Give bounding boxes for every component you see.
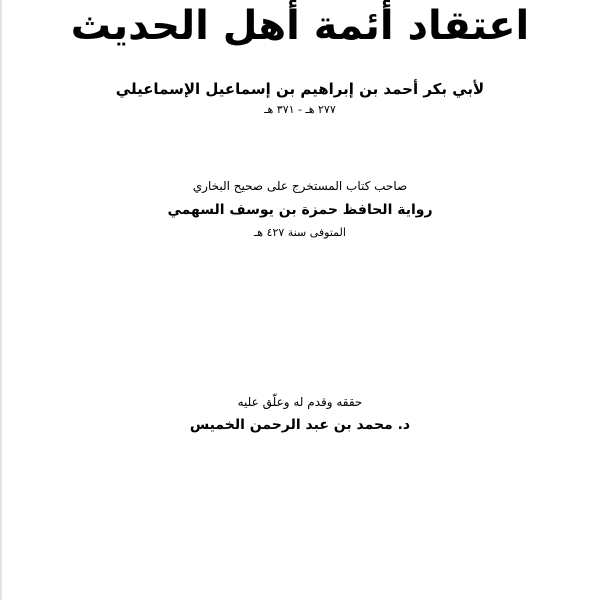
editor-name: د. محمد بن عبد الرحمن الخميس (189, 417, 411, 433)
narrator-death-date: المتوفى سنة ٤٢٧ هـ (254, 226, 346, 239)
book-title: اعتقاد أئمة أهل الحديث (70, 3, 530, 49)
narrator-line: رواية الحافظ حمزة بن يوسف السهمي (167, 202, 433, 218)
author-name: لأبي بكر أحمد بن إبراهيم بن إسماعيل الإسماعيلي (115, 80, 485, 98)
author-dates: ٢٧٧ هـ - ٣٧١ هـ (264, 103, 336, 116)
editor-credit-line: حققه وقدم له وعلّق عليه (237, 395, 363, 409)
author-work-note: صاحب كتاب المستخرج على صحيح البخاري (192, 179, 408, 193)
